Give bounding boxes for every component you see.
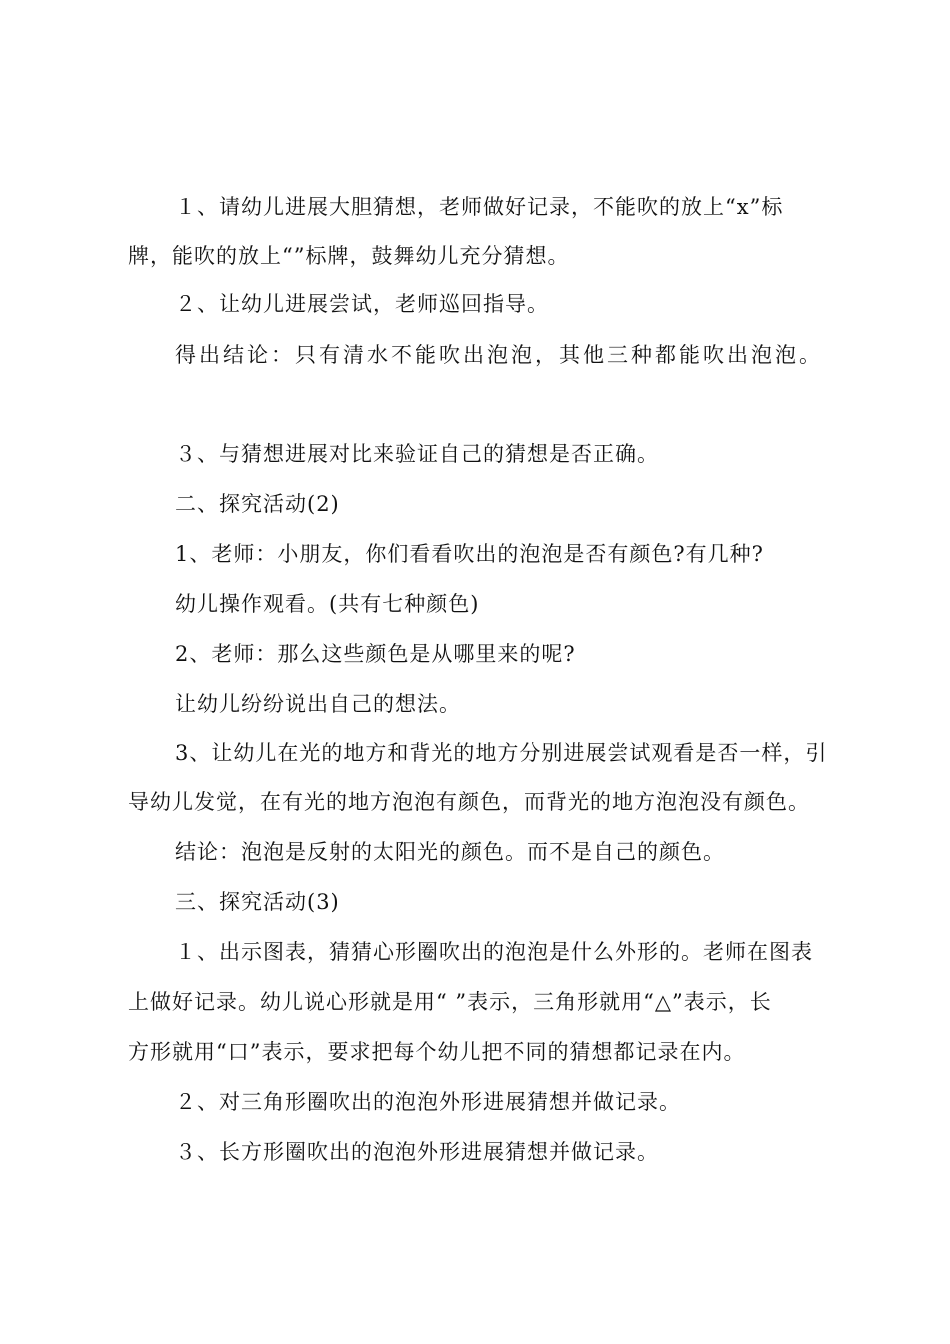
- paragraph-line: 2、老师：那么这些颜色是从哪里来的呢?: [175, 642, 576, 666]
- paragraph-line: ３、与猜想进展对比来验证自己的猜想是否正确。: [175, 442, 659, 466]
- paragraph-line: 上做好记录。幼儿说心形就是用“ ”表示，三角形就用“△”表示，长: [128, 990, 772, 1014]
- paragraph-line: ２、让幼儿进展尝试，老师巡回指导。: [175, 292, 549, 316]
- paragraph-line: １、请幼儿进展大胆猜想，老师做好记录，不能吹的放上“x”标: [175, 195, 784, 219]
- paragraph-line: 让幼儿纷纷说出自己的想法。: [175, 692, 461, 716]
- paragraph-line: ３、长方形圈吹出的泡泡外形进展猜想并做记录。: [175, 1140, 659, 1164]
- paragraph-line: ２、对三角形圈吹出的泡泡外形进展猜想并做记录。: [175, 1090, 681, 1114]
- paragraph-line: 结论：泡泡是反射的太阳光的颜色。而不是自己的颜色。: [175, 840, 725, 864]
- paragraph-line: 幼儿操作观看。(共有七种颜色): [175, 592, 480, 616]
- section-heading: 三、探究活动(3): [175, 890, 340, 914]
- paragraph-line: 3、让幼儿在光的地方和背光的地方分别进展尝试观看是否一样，引: [175, 741, 828, 765]
- paragraph-line: １、出示图表，猜猜心形圈吹出的泡泡是什么外形的。老师在图表: [175, 940, 813, 964]
- paragraph-line: 得出结论：只有清水不能吹出泡泡，其他三种都能吹出泡泡。: [175, 343, 823, 367]
- section-heading: 二、探究活动(2): [175, 492, 340, 516]
- paragraph-line: 1、老师：小朋友，你们看看吹出的泡泡是否有颜色?有几种?: [175, 542, 764, 566]
- paragraph-line: 导幼儿发觉，在有光的地方泡泡有颜色，而背光的地方泡泡没有颜色。: [128, 790, 810, 814]
- paragraph-line: 方形就用“口”表示，要求把每个幼儿把不同的猜想都记录在内。: [128, 1040, 746, 1064]
- paragraph-line: 牌，能吹的放上“”标牌，鼓舞幼儿充分猜想。: [128, 244, 570, 268]
